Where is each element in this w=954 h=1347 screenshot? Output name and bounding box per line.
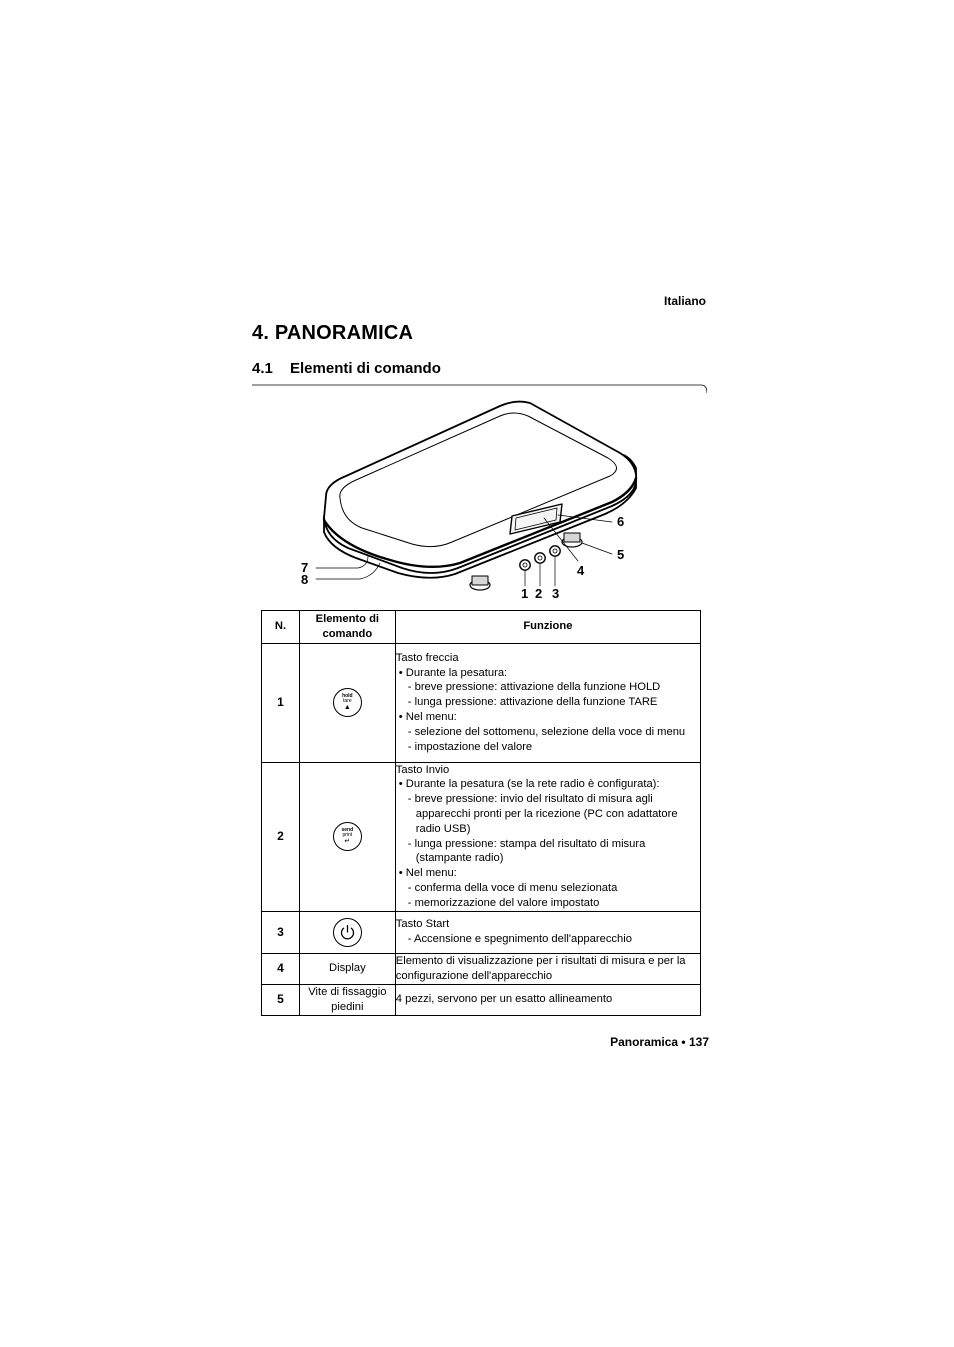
row-function (395, 643, 700, 762)
key-label: tare (343, 698, 352, 705)
table-row (262, 953, 701, 984)
row-function: 4 pezzi, servono per un esatto allineamento (395, 984, 700, 1015)
header-element: Elemento di comando (299, 611, 395, 644)
callout-6: 6 (617, 514, 625, 529)
table-row (262, 643, 701, 762)
key-label: print (342, 832, 353, 839)
row-number: 2 (262, 762, 300, 911)
function-sub-item: - breve pressione: attivazione della funzione HOLD (396, 680, 700, 695)
function-sub-item: - Accensione e spegnimento dell'apparecchio (396, 932, 700, 947)
function-sub-item: - impostazione del valore (396, 740, 700, 755)
section-title: Elementi di comando (290, 360, 441, 377)
controls-table (261, 610, 701, 1016)
row-element (299, 643, 395, 762)
row-number: 4 (262, 953, 300, 984)
table-row (262, 984, 701, 1015)
callout-5: 5 (617, 547, 625, 562)
enter-arrow-icon: ↵ (344, 838, 351, 846)
table-row (262, 911, 701, 953)
callout-2: 2 (535, 586, 543, 601)
function-sub-item: - selezione del sottomenu, selezione della voce di menu (396, 725, 700, 740)
row-number: 1 (262, 643, 300, 762)
row-function (395, 911, 700, 953)
row-element: Display (299, 953, 395, 984)
row-function: Elemento di visualizzazione per i risultati di misura e per la configurazione dell'apparecchio (395, 953, 700, 984)
callout-3: 3 (552, 586, 560, 601)
power-icon (333, 918, 362, 947)
row-number: 3 (262, 911, 300, 953)
key-label: send (341, 827, 354, 834)
header-language: Italiano (663, 294, 706, 308)
section-rule (252, 384, 707, 396)
function-title: Tasto freccia (395, 651, 459, 664)
section-number: 4.1 (252, 360, 273, 377)
row-number: 5 (262, 984, 300, 1015)
page-footer: Panoramica • 137 (610, 1035, 709, 1049)
callout-1: 1 (521, 586, 529, 601)
table-row (262, 762, 701, 911)
send-print-key-icon (333, 822, 362, 851)
header-number: N. (262, 611, 300, 644)
arrow-up-icon: ▲ (343, 704, 351, 712)
header-function: Funzione (395, 611, 700, 644)
section-heading (252, 360, 441, 377)
function-title: Tasto Start (395, 918, 450, 931)
function-sub-item: - lunga pressione: attivazione della funzione TARE (396, 695, 700, 710)
callout-4: 4 (577, 563, 585, 578)
function-sub-item: - memorizzazione del valore impostato (396, 896, 700, 911)
function-bullet: • Durante la pesatura: (396, 666, 700, 681)
function-sub-item: - lunga pressione: stampa del risultato di misura (stampante radio) (396, 837, 700, 867)
row-function (395, 762, 700, 911)
row-element (299, 762, 395, 911)
table-header-row (262, 611, 701, 644)
chapter-title: 4. PANORAMICA (252, 322, 414, 344)
row-element (299, 911, 395, 953)
device-illustration (290, 398, 650, 608)
callout-8: 8 (301, 572, 309, 587)
hold-tare-key-icon (333, 688, 362, 717)
function-bullet: • Nel menu: (396, 866, 700, 881)
callout-7: 7 (301, 560, 309, 575)
key-label: hold (342, 693, 353, 700)
function-bullet: • Nel menu: (396, 710, 700, 725)
function-title: Tasto Invio (395, 763, 450, 776)
function-bullet: • Durante la pesatura (se la rete radio è configurata): (396, 777, 700, 792)
function-sub-item: - conferma della voce di menu selezionata (396, 881, 700, 896)
row-element: Vite di fissaggio piedini (299, 984, 395, 1015)
function-sub-item: - breve pressione: invio del risultato di misura agli apparecchi pronti per la ricezione (PC con adattatore radio USB) (396, 792, 700, 836)
